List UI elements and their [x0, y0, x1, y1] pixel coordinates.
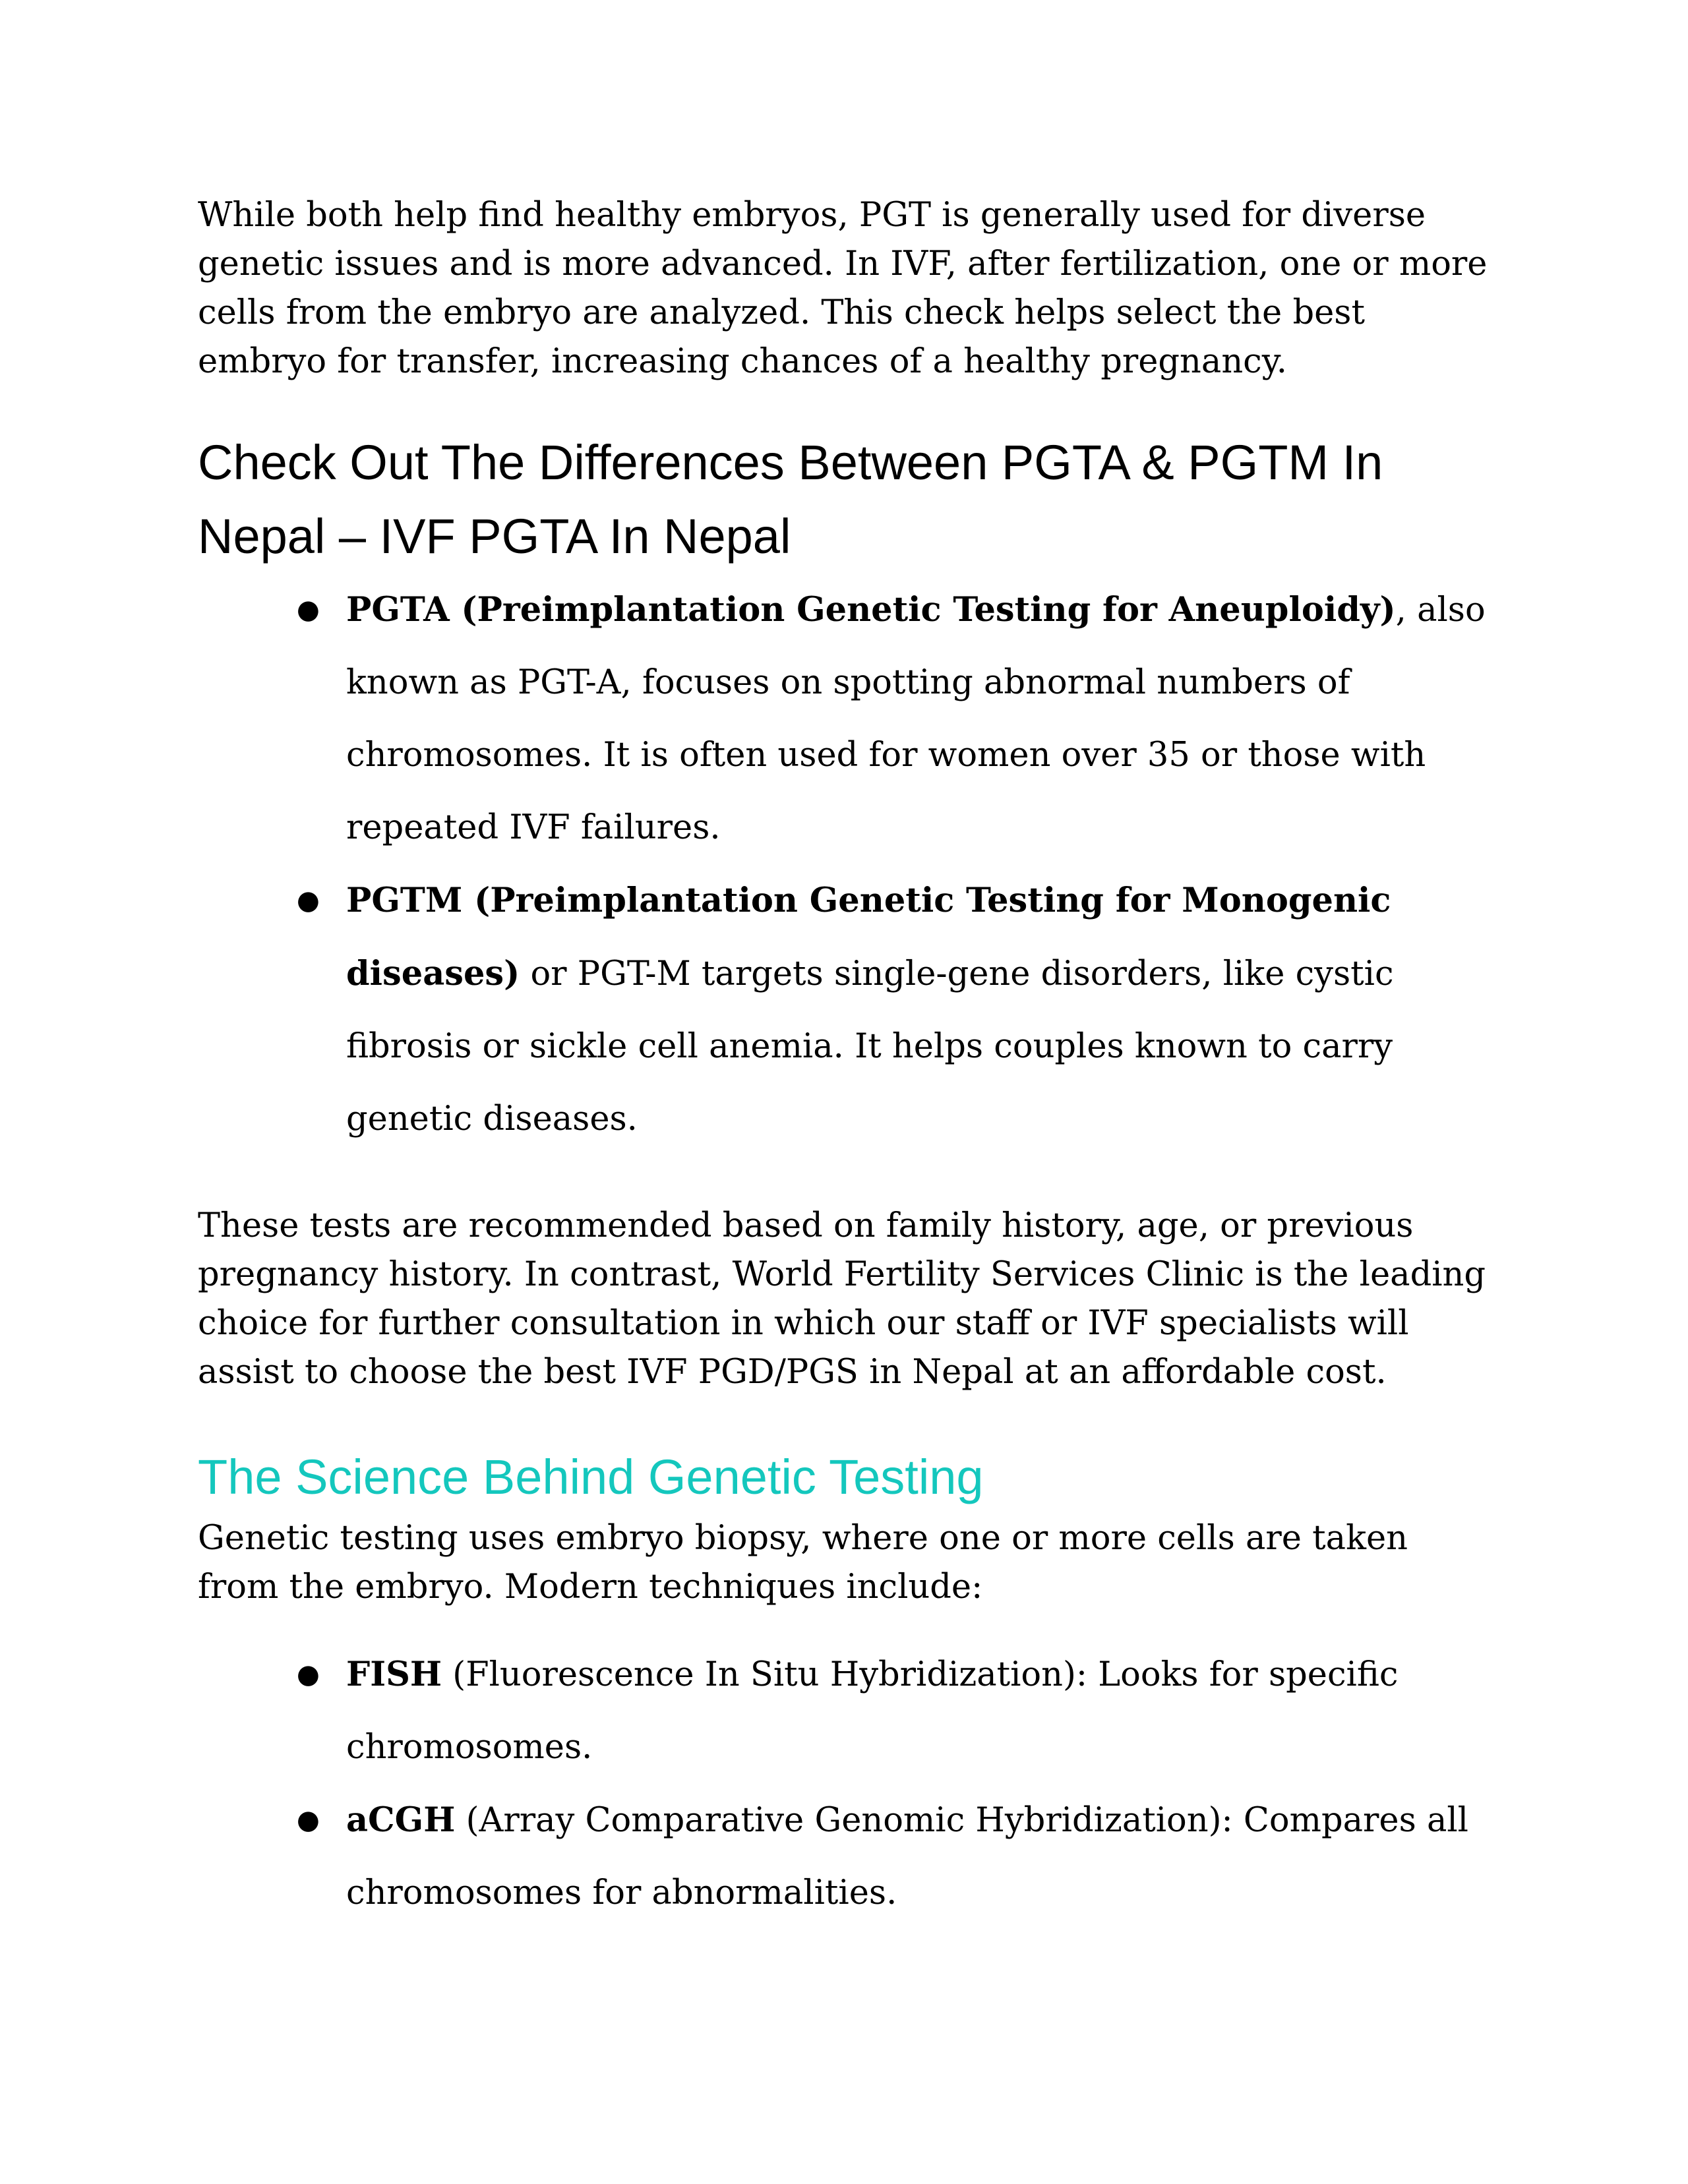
list-item: [297, 574, 1490, 864]
science-paragraph: Genetic testing uses embryo biopsy, where one or more cells are taken from the embryo. Modern techniques include:: [198, 1519, 1408, 1607]
bullet-icon: ●: [297, 1659, 320, 1690]
differences-list: [198, 574, 1490, 1156]
bullet-icon: ●: [297, 595, 320, 625]
list-item-bold: PGTM (Preimplantation Genetic Testing for Monogenic diseases): [346, 881, 1391, 993]
bullet-icon: ●: [297, 1805, 320, 1835]
list-item: [297, 1784, 1490, 1930]
list-item-text: or PGT-M targets single-gene disorders, like cystic fibrosis or sickle cell anemia. It helps couples known to carry genetic diseases.: [346, 955, 1394, 1138]
intro-paragraph: While both help find healthy embryos, PGT is generally used for diverse genetic issues and is more advanced. In IVF, after fertilization, one or more cells from the embryo are analyzed. This check helps select the best embryo for transfer, increasing chances of a healthy pregnancy.: [198, 196, 1488, 381]
list-item-text: , also known as PGT-A, focuses on spotting abnormal numbers of chromosomes. It is often used for women over 35 or those with repeated IVF failures.: [346, 591, 1486, 847]
list-item-bold: aCGH: [346, 1800, 456, 1840]
list-item-bold: PGTA (Preimplantation Genetic Testing for Aneuploidy): [346, 590, 1396, 630]
list-item: [297, 864, 1490, 1156]
techniques-list: [198, 1638, 1490, 1930]
heading-differences: Check Out The Differences Between PGTA & PGTM In Nepal – IVF PGTA In Nepal: [198, 435, 1383, 564]
heading-science: The Science Behind Genetic Testing: [198, 1450, 984, 1504]
list-item-text: (Array Comparative Genomic Hybridization): Compares all chromosomes for abnormalities.: [346, 1801, 1468, 1912]
recommendation-paragraph: These tests are recommended based on family history, age, or previous pregnancy history. In contrast, World Fertility Services Clinic is the leading choice for further consultation in which our staff or IVF specialists will assist to choose the best IVF PGD/PGS in Nepal at an affordable cost.: [198, 1206, 1486, 1392]
document-content: [198, 191, 1490, 1930]
list-item-text: (Fluorescence In Situ Hybridization): Looks for specific chromosomes.: [346, 1655, 1399, 1767]
list-item: [297, 1638, 1490, 1784]
list-item-bold: FISH: [346, 1655, 442, 1694]
bullet-icon: ●: [297, 885, 320, 916]
